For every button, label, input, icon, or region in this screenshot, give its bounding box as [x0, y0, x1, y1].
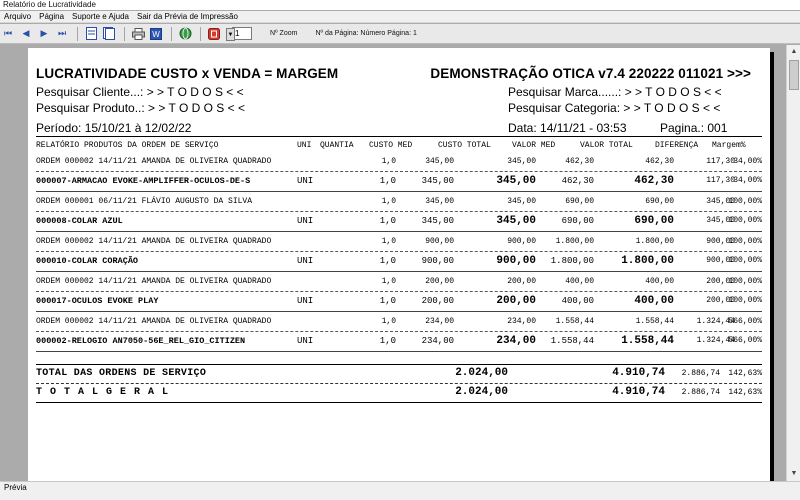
row-valor-med: 1.800,00 [550, 256, 594, 266]
scroll-down-icon[interactable]: ▼ [790, 470, 798, 477]
report-page [28, 48, 770, 481]
row-margem: 34,00% [733, 157, 762, 166]
header-diferenca: DIFERENÇA [655, 141, 699, 150]
page-number: Pagina.: 001 [660, 121, 728, 135]
preview-area[interactable] [0, 45, 786, 481]
header-quantia: QUANTIA [320, 141, 354, 150]
stop-icon[interactable] [206, 26, 222, 42]
row-diferenca: 200,00 [706, 277, 735, 286]
product-row [36, 174, 762, 190]
column-headers [36, 138, 762, 154]
row-description: ORDEM 000002 14/11/21 AMANDA DE OLIVEIRA QUADRADO [36, 317, 272, 326]
row-margem: 100,00% [728, 216, 762, 225]
row-diferenca: 345,00 [706, 216, 735, 225]
row-margem: 100,00% [728, 237, 762, 246]
row-custo-med: 345,00 [421, 216, 454, 226]
report-company: DEMONSTRAÇÃO OTICA v7.4 220222 011021 >>> [430, 66, 751, 81]
report-date: Data: 14/11/21 - 03:53 [508, 121, 627, 135]
total-os-margem: 142,63% [728, 369, 762, 378]
row-custo-med: 345,00 [425, 197, 454, 206]
row-quantia: 1,0 [381, 277, 396, 286]
row-valor-med: 1.558,44 [555, 317, 594, 326]
total-geral-dif: 2.886,74 [681, 388, 720, 397]
total-os-label: TOTAL DAS ORDENS DE SERVIÇO [36, 368, 207, 379]
row-margem: 566,00% [728, 317, 762, 326]
row-valor-total: 400,00 [634, 295, 674, 307]
row-diferenca: 1.324,44 [696, 336, 735, 345]
row-custo-total: 900,00 [496, 255, 536, 267]
divider [36, 136, 762, 137]
print-icon[interactable] [130, 26, 146, 42]
row-valor-med: 690,00 [561, 216, 594, 226]
prev-page-icon[interactable]: ◀ [22, 28, 30, 38]
row-quantia: 1,0 [379, 176, 396, 186]
chevron-down-icon[interactable]: ▼ [226, 28, 235, 41]
last-page-icon[interactable]: ⏭ [57, 28, 67, 38]
divider [36, 402, 762, 403]
filter-categoria: Pesquisar Categoria: > > T O D O S < < [508, 101, 721, 115]
row-custo-total: 900,00 [507, 237, 536, 246]
row-custo-total: 234,00 [507, 317, 536, 326]
row-divider [36, 251, 762, 252]
row-valor-med: 690,00 [565, 197, 594, 206]
row-divider [36, 171, 762, 172]
row-description: 000017-OCULOS EVOKE PLAY [36, 296, 159, 306]
row-custo-med: 200,00 [421, 296, 454, 306]
filter-marca: Pesquisar Marca......: > > T O D O S < < [508, 85, 722, 99]
toolbar [0, 24, 800, 44]
menu-pagina[interactable]: Página [39, 12, 65, 21]
row-valor-med: 1.558,44 [550, 336, 594, 346]
row-custo-med: 900,00 [425, 237, 454, 246]
row-description: 000010-COLAR CORAÇÃO [36, 256, 139, 266]
row-divider [36, 311, 762, 312]
single-page-icon[interactable] [83, 26, 99, 42]
header-custo-med: CUSTO MED [369, 141, 413, 150]
row-description: ORDEM 000002 14/11/21 AMANDA DE OLIVEIRA QUADRADO [36, 277, 272, 286]
order-row [36, 234, 762, 250]
row-divider [36, 291, 762, 292]
row-margem: 34,00% [733, 176, 762, 185]
status-bar: Prévia [0, 481, 800, 500]
row-divider [36, 211, 762, 212]
row-valor-med: 462,30 [565, 157, 594, 166]
divider [36, 364, 762, 365]
total-geral-label: T O T A L G E R A L [36, 387, 170, 398]
order-row [36, 274, 762, 290]
row-diferenca: 900,00 [706, 256, 735, 265]
web-icon[interactable] [177, 26, 193, 42]
row-custo-med: 345,00 [425, 157, 454, 166]
total-os-row [36, 367, 762, 383]
row-margem: 566,00% [728, 336, 762, 345]
row-quantia: 1,0 [381, 157, 396, 166]
row-description: 000002-RELOGIO AN7050-56E_REL_GIO_CITIZEN [36, 336, 246, 346]
row-valor-total: 1.800,00 [635, 237, 674, 246]
multi-page-icon[interactable] [101, 26, 117, 42]
scroll-up-icon[interactable]: ▲ [790, 48, 798, 55]
row-valor-med: 400,00 [561, 296, 594, 306]
total-geral-valor: 4.910,74 [612, 386, 665, 398]
row-divider [36, 191, 762, 192]
row-valor-total: 400,00 [645, 277, 674, 286]
product-row [36, 334, 762, 350]
window-title: Relatório de Lucratividade [0, 0, 800, 10]
divider [36, 383, 762, 384]
total-geral-margem: 142,63% [728, 388, 762, 397]
header-valor-total: VALOR TOTAL [580, 141, 633, 150]
row-uni: UNI [297, 336, 314, 346]
order-row [36, 314, 762, 330]
page-number-label: Nº da Página: Número Página: 1 [315, 30, 417, 37]
row-valor-total: 690,00 [645, 197, 674, 206]
header-margem: Margem% [712, 141, 746, 150]
row-valor-total: 1.558,44 [635, 317, 674, 326]
toolbar-separator [77, 27, 78, 41]
next-page-icon[interactable]: ▶ [40, 28, 48, 38]
row-uni: UNI [297, 216, 314, 226]
row-custo-total: 345,00 [507, 197, 536, 206]
row-custo-med: 345,00 [421, 176, 454, 186]
row-diferenca: 345,00 [706, 197, 735, 206]
row-valor-total: 1.800,00 [621, 255, 674, 267]
row-diferenca: 117,30 [706, 176, 735, 185]
product-row [36, 214, 762, 230]
filter-cliente: Pesquisar Cliente...: > > T O D O S < < [36, 85, 244, 99]
report-title: LUCRATIVIDADE CUSTO x VENDA = MARGEM [36, 66, 339, 81]
header-uni: UNI [297, 141, 312, 150]
row-custo-total: 200,00 [496, 295, 536, 307]
row-diferenca: 200,00 [706, 296, 735, 305]
page-select[interactable]: 1 [232, 27, 252, 40]
zoom-label: Nº Zoom [270, 30, 298, 37]
header-custo-total: CUSTO TOTAL [438, 141, 491, 150]
first-page-icon[interactable]: ⏮ [3, 28, 13, 38]
header-valor-med: VALOR MED [512, 141, 556, 150]
toolbar-separator [200, 27, 201, 41]
row-quantia: 1,0 [381, 317, 396, 326]
row-quantia: 1,0 [379, 216, 396, 226]
row-description: 000007-ARMACAO EVOKE-AMPLIFFER-OCULOS-DE-S [36, 176, 251, 186]
toolbar-separator [171, 27, 172, 41]
svg-text:W: W [152, 29, 160, 39]
row-divider [36, 331, 762, 332]
row-description: ORDEM 000002 14/11/21 AMANDA DE OLIVEIRA QUADRADO [36, 237, 272, 246]
product-row [36, 254, 762, 270]
product-row [36, 294, 762, 310]
menu-sair-previa[interactable]: Sair da Prévia de Impressão [136, 12, 238, 21]
row-uni: UNI [297, 296, 314, 306]
row-quantia: 1,0 [381, 197, 396, 206]
toolbar-separator [124, 27, 125, 41]
row-divider [36, 271, 762, 272]
row-custo-total: 200,00 [507, 277, 536, 286]
filter-produto: Pesquisar Produto..: > > T O D O S < < [36, 101, 245, 115]
row-description: 000008-COLAR AZUL [36, 216, 123, 226]
row-divider [36, 231, 762, 232]
row-custo-med: 234,00 [425, 317, 454, 326]
order-row [36, 154, 762, 170]
row-divider [36, 351, 762, 352]
header-relatorio: RELATÓRIO PRODUTOS DA ORDEM DE SERVIÇO [36, 141, 219, 150]
row-custo-total: 234,00 [496, 335, 536, 347]
row-valor-med: 400,00 [565, 277, 594, 286]
row-custo-med: 234,00 [421, 336, 454, 346]
row-quantia: 1,0 [379, 256, 396, 266]
row-valor-total: 462,30 [645, 157, 674, 166]
row-diferenca: 117,30 [706, 157, 735, 166]
scroll-thumb[interactable] [789, 60, 799, 90]
row-valor-total: 690,00 [634, 215, 674, 227]
row-custo-total: 345,00 [496, 215, 536, 227]
row-diferenca: 1.324,44 [696, 317, 735, 326]
row-valor-total: 462,30 [634, 175, 674, 187]
row-custo-med: 200,00 [425, 277, 454, 286]
row-valor-med: 462,30 [561, 176, 594, 186]
row-margem: 100,00% [728, 296, 762, 305]
row-description: ORDEM 000002 14/11/21 AMANDA DE OLIVEIRA QUADRADO [36, 157, 272, 166]
word-export-icon[interactable] [148, 26, 164, 42]
total-os-custo: 2.024,00 [455, 367, 508, 379]
row-quantia: 1,0 [379, 336, 396, 346]
row-quantia: 1,0 [379, 296, 396, 306]
order-row [36, 194, 762, 210]
total-os-dif: 2.886,74 [681, 369, 720, 378]
row-margem: 100,00% [728, 256, 762, 265]
row-uni: UNI [297, 176, 314, 186]
row-custo-med: 900,00 [421, 256, 454, 266]
row-description: ORDEM 000001 06/11/21 FLÁVIO AUGUSTO DA SILVA [36, 197, 253, 206]
row-diferenca: 900,00 [706, 237, 735, 246]
total-os-valor: 4.910,74 [612, 367, 665, 379]
row-custo-total: 345,00 [507, 157, 536, 166]
periodo: Período: 15/10/21 à 12/02/22 [36, 121, 192, 135]
menu-arquivo[interactable]: Arquivo [4, 12, 32, 21]
vertical-scrollbar[interactable] [786, 45, 800, 481]
row-uni: UNI [297, 256, 314, 266]
total-geral-custo: 2.024,00 [455, 386, 508, 398]
row-custo-total: 345,00 [496, 175, 536, 187]
menu-bar [0, 11, 800, 23]
menu-suporte[interactable]: Suporte e Ajuda [72, 12, 129, 21]
total-geral-row [36, 386, 762, 402]
row-margem: 100,00% [728, 197, 762, 206]
row-valor-med: 1.800,00 [555, 237, 594, 246]
row-quantia: 1,0 [381, 237, 396, 246]
row-margem: 100,00% [728, 277, 762, 286]
row-valor-total: 1.558,44 [621, 335, 674, 347]
